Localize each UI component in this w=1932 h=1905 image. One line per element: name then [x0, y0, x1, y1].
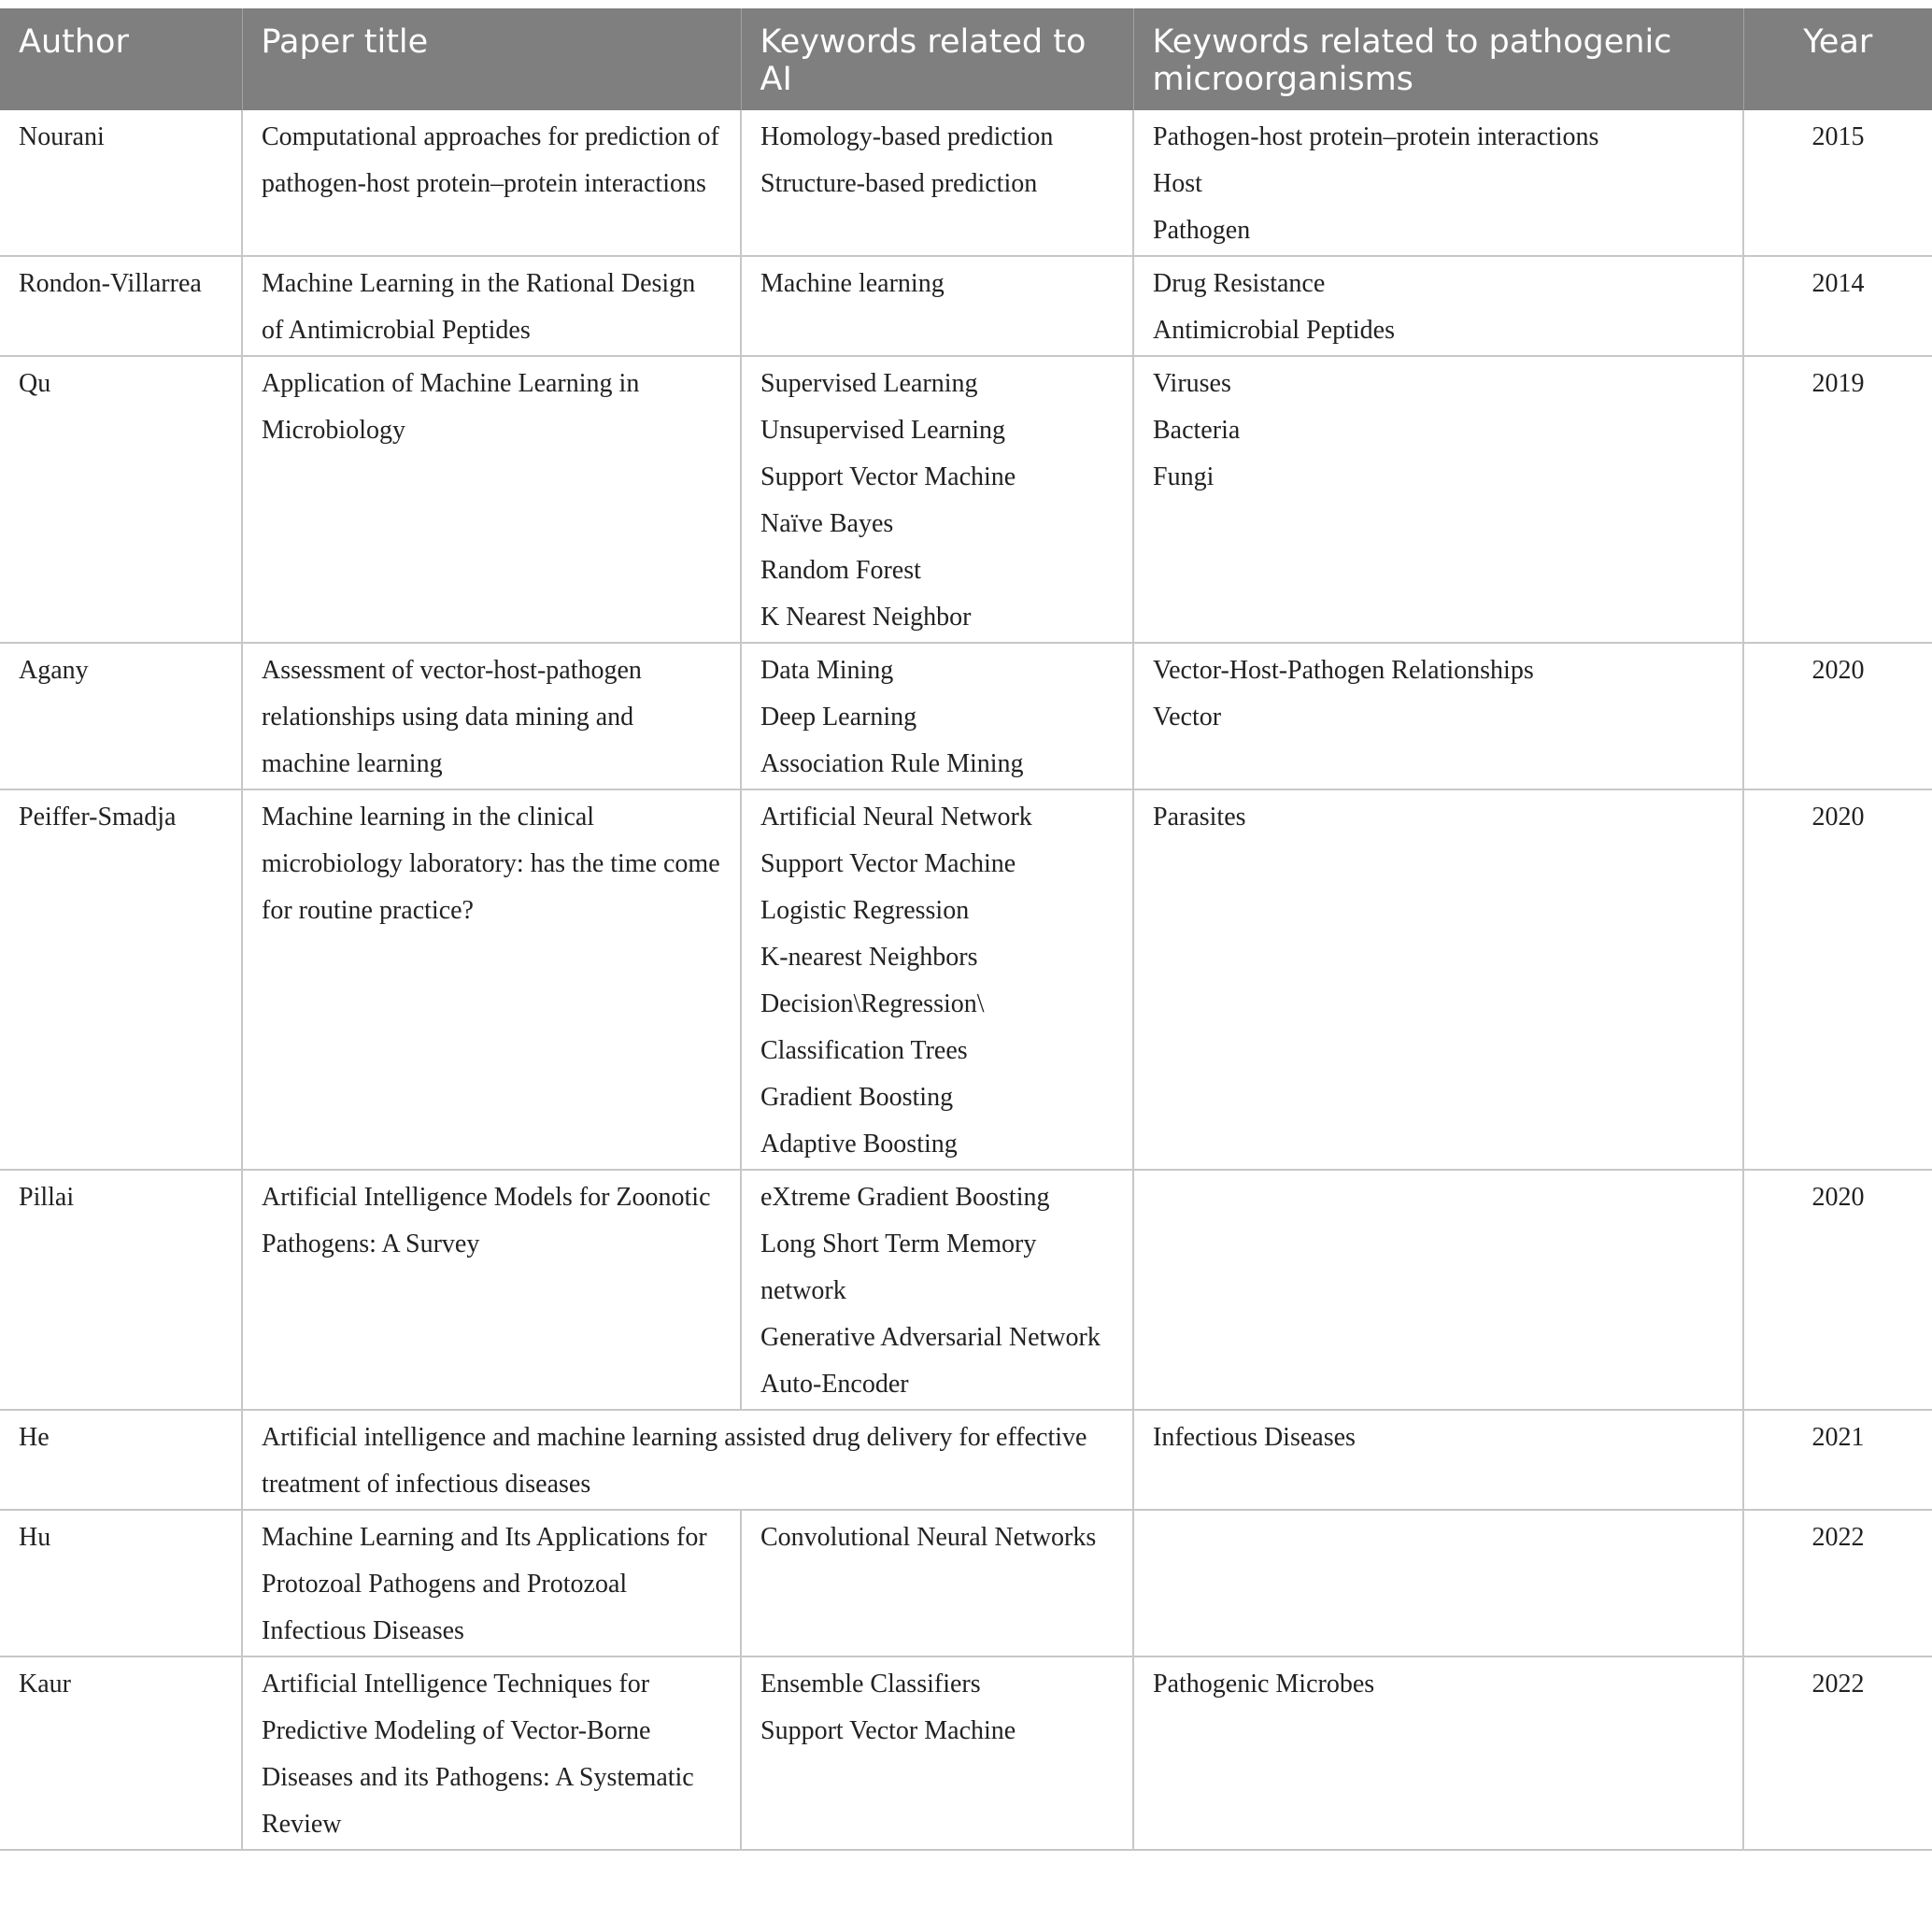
table-row: [0, 1410, 1932, 1510]
pathogen-keywords-cell: [1133, 1510, 1743, 1656]
year-cell: 2022: [1743, 1656, 1932, 1850]
keyword-item: Deep Learning: [760, 703, 917, 732]
pathogen-keywords-cell: [1133, 643, 1743, 789]
literature-table: [0, 8, 1932, 1851]
keyword-item: Decision\Regression\: [760, 989, 985, 1018]
author-cell: He: [0, 1410, 242, 1510]
paper-title-cell: Machine Learning in the Rational Design of Antimicrobial Peptides: [242, 256, 741, 356]
keyword-item: Pathogen: [1153, 216, 1251, 245]
author-cell: Hu: [0, 1510, 242, 1656]
pathogen-keywords-cell: [1133, 1656, 1743, 1850]
header-year: Year: [1743, 8, 1932, 110]
year-cell: 2021: [1743, 1410, 1932, 1510]
year-cell: 2020: [1743, 1170, 1932, 1410]
ai-keywords-cell: [741, 1656, 1133, 1850]
keyword-item: Machine learning: [760, 269, 945, 298]
author-cell: Nourani: [0, 110, 242, 256]
pathogen-keywords-cell: [1133, 256, 1743, 356]
paper-title-cell: Artificial Intelligence Techniques for Predictive Modeling of Vector-Borne Diseases and its Pathogens: A Systematic Review: [242, 1656, 741, 1850]
header-paper-title: Paper title: [242, 8, 741, 110]
keyword-item: Infectious Diseases: [1153, 1423, 1356, 1452]
table-row: [0, 643, 1932, 789]
year-cell: 2020: [1743, 789, 1932, 1170]
table-row: [0, 789, 1932, 1170]
keyword-item: Classification Trees: [760, 1036, 968, 1065]
header-author: Author: [0, 8, 242, 110]
paper-title-cell: Artificial Intelligence Models for Zoonotic Pathogens: A Survey: [242, 1170, 741, 1410]
paper-title-cell: Machine Learning and Its Applications for Protozoal Pathogens and Protozoal Infectious Diseases: [242, 1510, 741, 1656]
paper-title-cell: Application of Machine Learning in Microbiology: [242, 356, 741, 643]
year-cell: 2015: [1743, 110, 1932, 256]
table-row: [0, 1656, 1932, 1850]
ai-keywords-cell: [741, 1170, 1133, 1410]
ai-keywords-cell: [741, 643, 1133, 789]
keyword-item: Generative Adversarial Network: [760, 1323, 1101, 1352]
keyword-item: Support Vector Machine: [760, 849, 1016, 878]
table-body: [0, 110, 1932, 1850]
header-row: [0, 8, 1932, 110]
keyword-item: Bacteria: [1153, 416, 1241, 445]
author-cell: Qu: [0, 356, 242, 643]
paper-title-cell: Computational approaches for prediction of pathogen-host protein–protein interactions: [242, 110, 741, 256]
keyword-item: Data Mining: [760, 656, 894, 685]
pathogen-keywords-cell: [1133, 110, 1743, 256]
author-cell: Agany: [0, 643, 242, 789]
keyword-item: Random Forest: [760, 556, 921, 585]
table-header: [0, 8, 1932, 110]
keyword-item: Homology-based prediction: [760, 122, 1054, 151]
ai-keywords-cell: [741, 1510, 1133, 1656]
keyword-item: Vector-Host-Pathogen Relationships: [1153, 656, 1534, 685]
paper-title-cell: Artificial intelligence and machine learning assisted drug delivery for effective treatment of infectious diseases: [242, 1410, 1133, 1510]
keyword-item: K-nearest Neighbors: [760, 943, 978, 972]
keyword-item: Unsupervised Learning: [760, 416, 1006, 445]
keyword-item: Pathogen-host protein–protein interactions: [1153, 122, 1599, 151]
header-pathogen-keywords: Keywords related to pathogenic microorganisms: [1133, 8, 1743, 110]
keyword-item: Host: [1153, 169, 1202, 198]
keyword-item: K Nearest Neighbor: [760, 603, 972, 632]
keyword-item: Ensemble Classifiers: [760, 1670, 981, 1699]
pathogen-keywords-cell: [1133, 1410, 1743, 1510]
ai-keywords-cell: [741, 356, 1133, 643]
keyword-item: Convolutional Neural Networks: [760, 1523, 1097, 1552]
keyword-item: Supervised Learning: [760, 369, 978, 398]
keyword-item: Logistic Regression: [760, 896, 970, 925]
keyword-item: Association Rule Mining: [760, 749, 1024, 778]
keyword-item: Structure-based prediction: [760, 169, 1038, 198]
table-row: [0, 256, 1932, 356]
keyword-item: Long Short Term Memory network: [760, 1230, 1037, 1305]
keyword-item: Drug Resistance: [1153, 269, 1326, 298]
year-cell: 2019: [1743, 356, 1932, 643]
pathogen-keywords-cell: [1133, 1170, 1743, 1410]
ai-keywords-cell: [741, 789, 1133, 1170]
keyword-item: Gradient Boosting: [760, 1083, 954, 1112]
keyword-item: Support Vector Machine: [760, 1716, 1016, 1745]
author-cell: Peiffer-Smadja: [0, 789, 242, 1170]
keyword-item: Naïve Bayes: [760, 509, 894, 538]
keyword-item: Adaptive Boosting: [760, 1130, 958, 1159]
pathogen-keywords-cell: [1133, 789, 1743, 1170]
table-row: [0, 1510, 1932, 1656]
table-row: [0, 356, 1932, 643]
year-cell: 2022: [1743, 1510, 1932, 1656]
ai-keywords-cell: [741, 110, 1133, 256]
keyword-item: Viruses: [1153, 369, 1231, 398]
table-row: [0, 1170, 1932, 1410]
year-cell: 2014: [1743, 256, 1932, 356]
author-cell: Kaur: [0, 1656, 242, 1850]
pathogen-keywords-cell: [1133, 356, 1743, 643]
paper-title-cell: Assessment of vector-host-pathogen relationships using data mining and machine learning: [242, 643, 741, 789]
keyword-item: Antimicrobial Peptides: [1153, 316, 1395, 345]
keyword-item: eXtreme Gradient Boosting: [760, 1183, 1050, 1212]
keyword-item: Artificial Neural Network: [760, 803, 1032, 832]
ai-keywords-cell: [741, 256, 1133, 356]
table-row: [0, 110, 1932, 256]
keyword-item: Support Vector Machine: [760, 462, 1016, 491]
author-cell: Pillai: [0, 1170, 242, 1410]
keyword-item: Parasites: [1153, 803, 1246, 832]
author-cell: Rondon-Villarrea: [0, 256, 242, 356]
header-ai-keywords: Keywords related to AI: [741, 8, 1133, 110]
keyword-item: Fungi: [1153, 462, 1215, 491]
paper-title-cell: Machine learning in the clinical microbiology laboratory: has the time come for routine practice?: [242, 789, 741, 1170]
keyword-item: Vector: [1153, 703, 1222, 732]
keyword-item: Auto-Encoder: [760, 1370, 909, 1399]
keyword-item: Pathogenic Microbes: [1153, 1670, 1375, 1699]
year-cell: 2020: [1743, 643, 1932, 789]
